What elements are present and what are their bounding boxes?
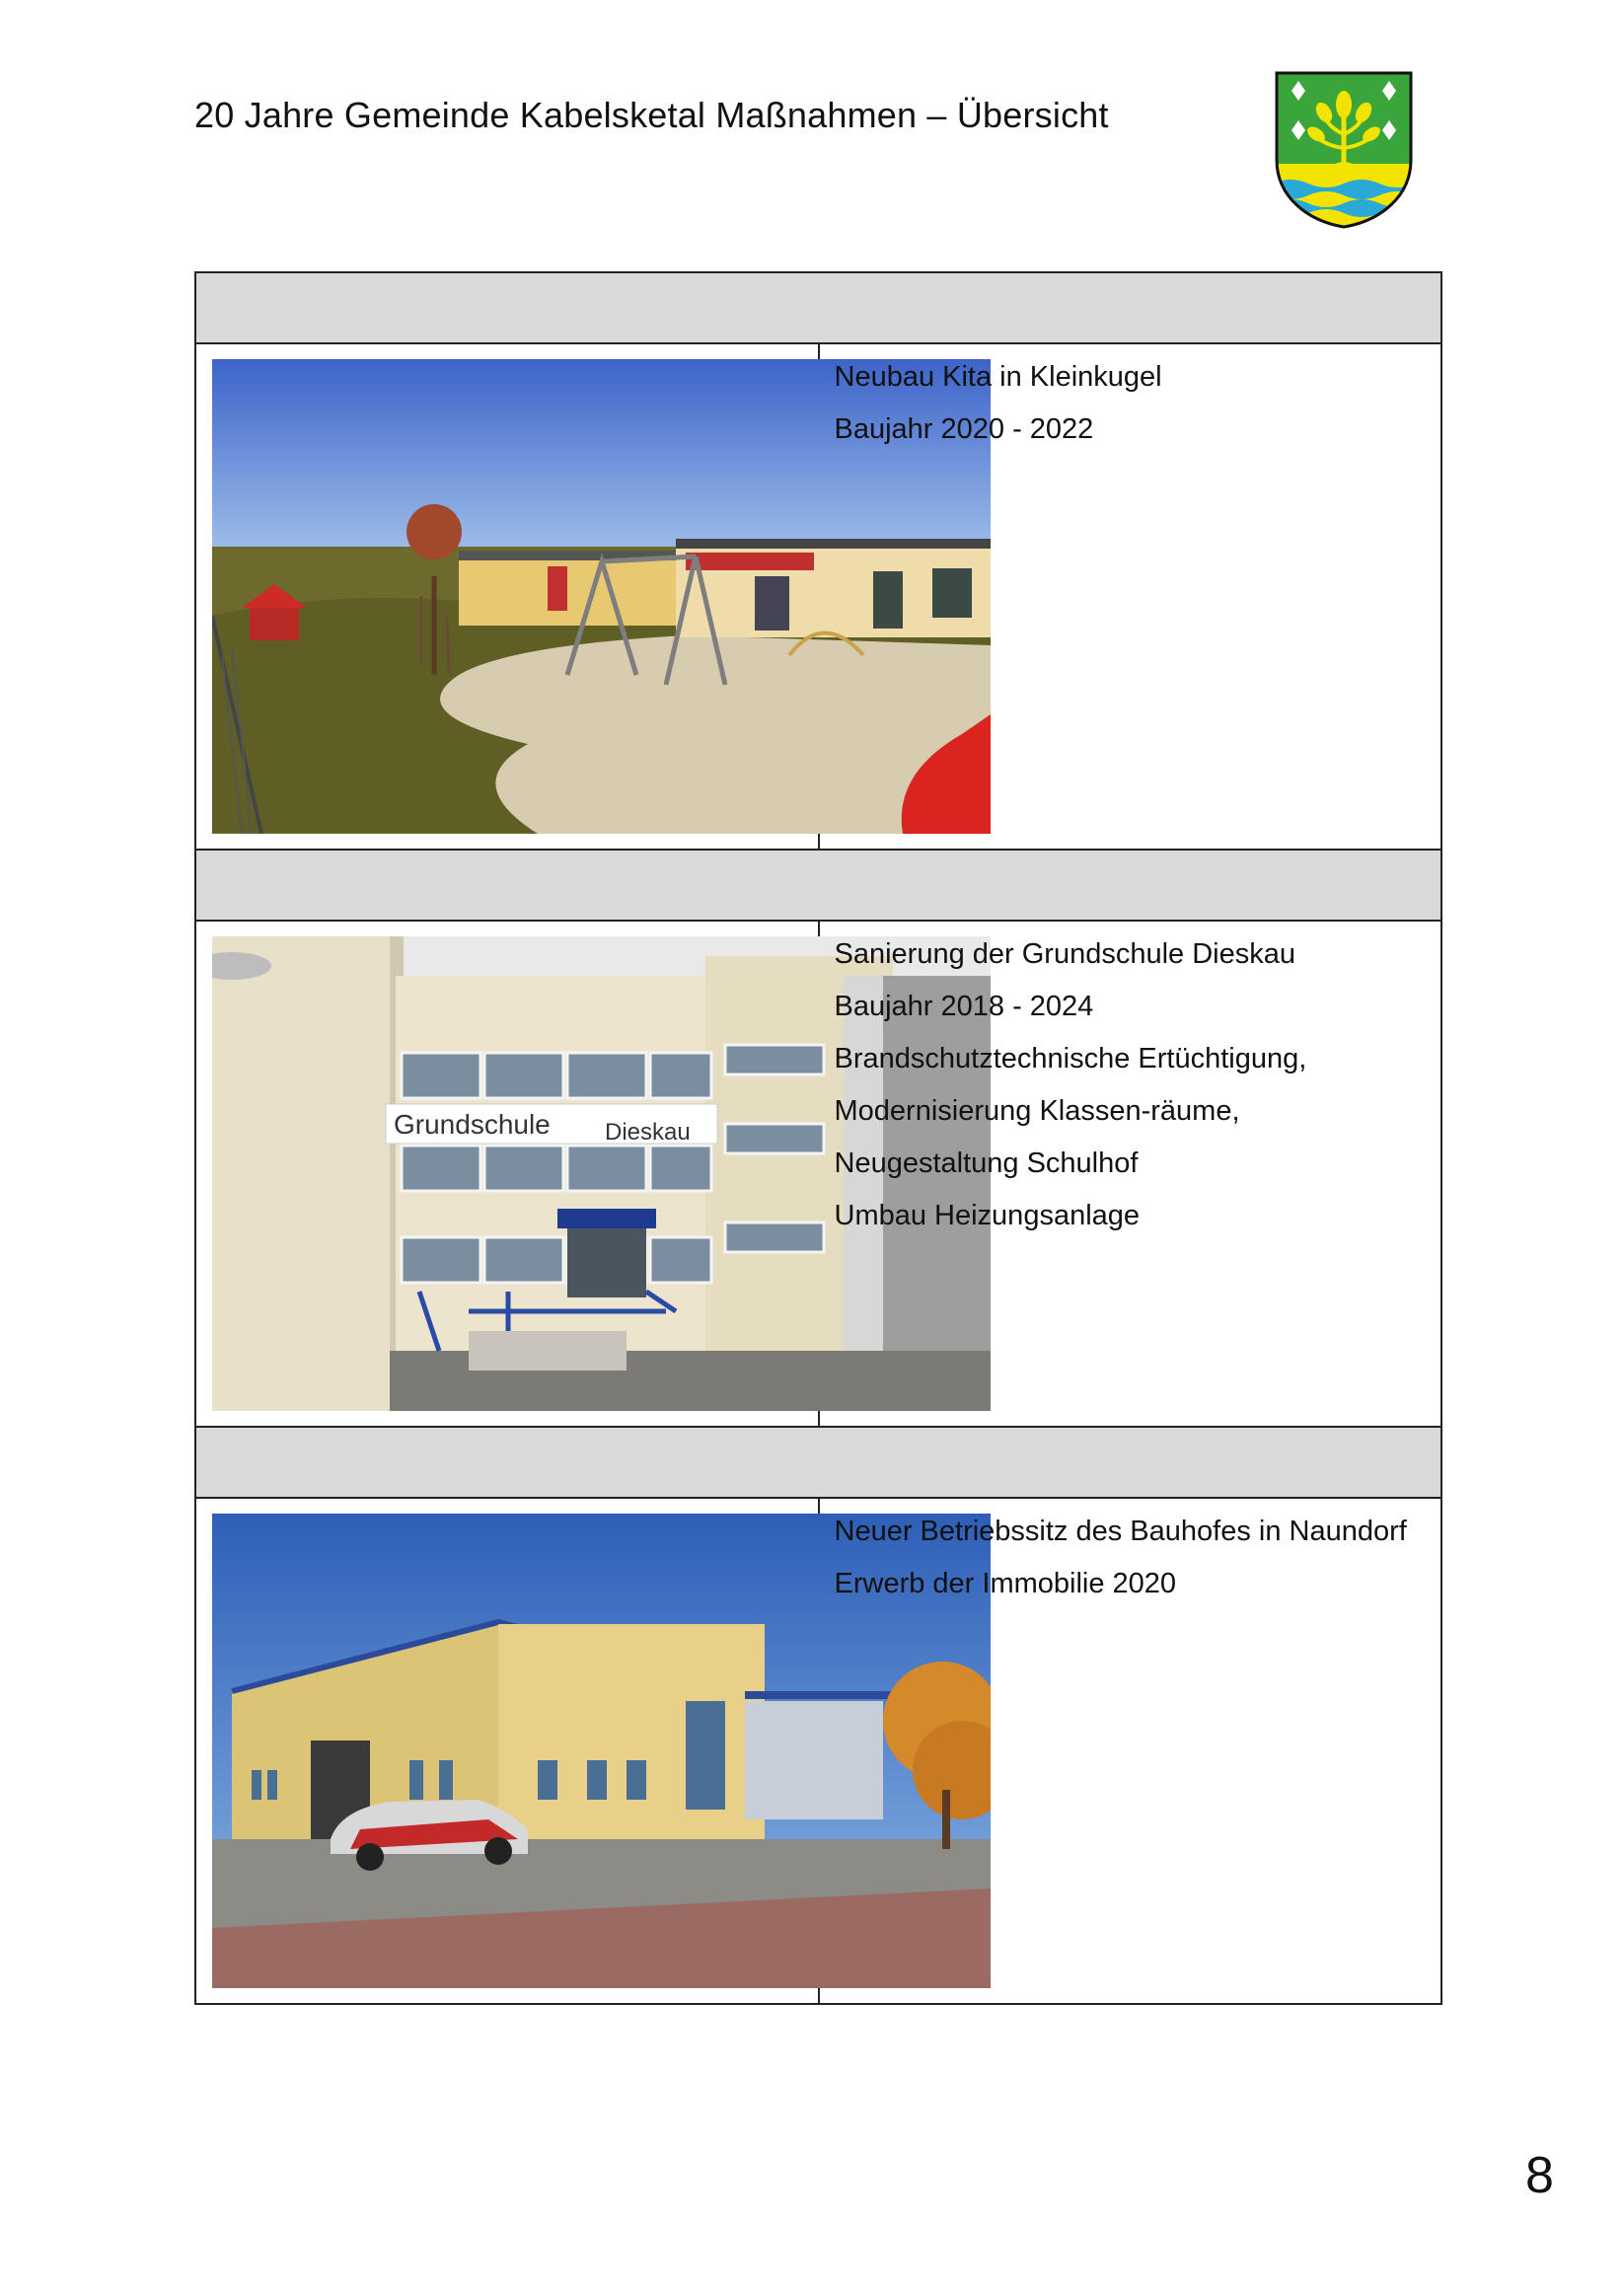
project-row-bauhof bbox=[195, 1498, 1441, 2004]
project-title: Sanierung der Grundschule Dieskau bbox=[834, 938, 1295, 970]
project-detail: Brandschutztechnische Ertüchtigung, bbox=[834, 1043, 1307, 1074]
sign-text-right: Dieskau bbox=[605, 1119, 691, 1146]
section-band bbox=[195, 850, 1441, 921]
project-title: Neubau Kita in Kleinkugel bbox=[834, 361, 1162, 393]
page-title: 20 Jahre Gemeinde Kabelsketal Maßnahmen – Übersicht bbox=[194, 95, 1109, 135]
project-title: Neuer Betriebssitz des Bauhofes in Naundorf bbox=[834, 1516, 1407, 1547]
section-band bbox=[195, 272, 1441, 343]
section-band bbox=[195, 1427, 1441, 1498]
project-detail: Modernisierung Klassen-räume, bbox=[834, 1095, 1240, 1127]
project-detail: Umbau Heizungsanlage bbox=[834, 1200, 1141, 1231]
project-year: Erwerb der Immobilie 2020 bbox=[834, 1568, 1177, 1599]
project-detail: Neugestaltung Schulhof bbox=[834, 1148, 1139, 1179]
projects-table bbox=[194, 271, 1442, 2005]
project-row-grundschule bbox=[195, 921, 1441, 1427]
project-year: Baujahr 2020 - 2022 bbox=[834, 413, 1094, 445]
sign-text-left: Grundschule bbox=[394, 1109, 551, 1140]
project-row-kita bbox=[195, 343, 1441, 850]
project-year: Baujahr 2018 - 2024 bbox=[834, 991, 1094, 1022]
page-number: 8 bbox=[1525, 2147, 1554, 2204]
coat-of-arms-icon bbox=[1273, 69, 1415, 231]
